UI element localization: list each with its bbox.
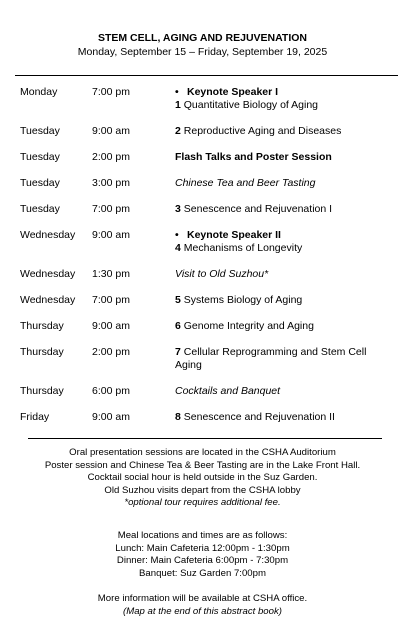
session-day: Thursday bbox=[20, 385, 64, 397]
more-info bbox=[0, 593, 405, 618]
session-number: 2 bbox=[175, 125, 181, 137]
session-day: Wednesday bbox=[20, 294, 76, 306]
bottom-divider bbox=[28, 438, 382, 439]
session-time: 7:00 pm bbox=[92, 203, 130, 215]
session-day: Tuesday bbox=[20, 177, 60, 189]
session-title-line bbox=[175, 177, 390, 190]
session-title-line bbox=[175, 242, 390, 255]
session-number: 5 bbox=[175, 294, 181, 306]
session-title: Reproductive Aging and Diseases bbox=[183, 125, 342, 137]
top-divider bbox=[15, 75, 398, 76]
session-day: Friday bbox=[20, 411, 50, 423]
session-day: Thursday bbox=[20, 346, 64, 358]
session-title: Cocktails and Banquet bbox=[175, 385, 281, 397]
bullet-icon: • bbox=[175, 86, 179, 98]
session-details bbox=[175, 346, 390, 372]
keynote-line bbox=[175, 86, 390, 99]
session-time: 6:00 pm bbox=[92, 385, 130, 397]
session-day: Thursday bbox=[20, 320, 64, 332]
session-title-line bbox=[175, 346, 390, 372]
keynote-line bbox=[175, 229, 390, 242]
meal-dinner: Dinner: Main Cafeteria 6:00pm - 7:30pm bbox=[116, 555, 289, 566]
session-details bbox=[175, 203, 390, 216]
session-details bbox=[175, 294, 390, 307]
session-time: 1:30 pm bbox=[92, 268, 130, 280]
session-details bbox=[175, 268, 390, 281]
keynote-label: Keynote Speaker I bbox=[187, 86, 279, 98]
note-oral-sessions: Oral presentation sessions are located in the CSHA Auditorium bbox=[69, 447, 336, 458]
session-time: 3:00 pm bbox=[92, 177, 130, 189]
bullet-icon: • bbox=[175, 229, 179, 241]
session-title: Systems Biology of Aging bbox=[183, 294, 303, 306]
session-time: 2:00 pm bbox=[92, 346, 130, 358]
keynote-label: Keynote Speaker II bbox=[187, 229, 281, 241]
session-title: Visit to Old Suzhou* bbox=[175, 268, 269, 280]
session-title-line bbox=[175, 151, 390, 164]
venue-notes bbox=[0, 447, 405, 510]
session-day: Tuesday bbox=[20, 151, 60, 163]
session-title-line bbox=[175, 268, 390, 281]
page-title: STEM CELL, AGING AND REJUVENATION bbox=[97, 32, 308, 44]
session-day: Wednesday bbox=[20, 229, 76, 241]
session-number: 6 bbox=[175, 320, 181, 332]
session-details bbox=[175, 125, 390, 138]
session-title: Flash Talks and Poster Session bbox=[175, 151, 332, 163]
session-title: Chinese Tea and Beer Tasting bbox=[175, 177, 316, 189]
session-time: 2:00 pm bbox=[92, 151, 130, 163]
session-title: Quantitative Biology of Aging bbox=[183, 99, 319, 111]
session-time: 7:00 pm bbox=[92, 294, 130, 306]
session-number: 1 bbox=[175, 99, 181, 111]
session-details bbox=[175, 411, 390, 424]
session-title-line bbox=[175, 99, 390, 112]
session-time: 7:00 pm bbox=[92, 86, 130, 98]
note-suzhou-departure: Old Suzhou visits depart from the CSHA lobby bbox=[104, 484, 301, 496]
note-cocktail: Cocktail social hour is held outside in the Suz Garden. bbox=[87, 472, 318, 483]
session-details bbox=[175, 320, 390, 333]
session-details bbox=[175, 229, 390, 255]
session-time: 9:00 am bbox=[92, 125, 130, 137]
note-optional-fee: *optional tour requires additional fee. bbox=[124, 497, 281, 508]
session-title-line bbox=[175, 294, 390, 307]
meal-info bbox=[0, 530, 405, 580]
session-title: Senescence and Rejuvenation I bbox=[183, 203, 333, 215]
meal-heading: Meal locations and times are as follows: bbox=[117, 530, 288, 541]
session-title: Genome Integrity and Aging bbox=[183, 320, 314, 332]
session-day: Monday bbox=[20, 86, 58, 98]
meal-lunch: Lunch: Main Cafeteria 12:00pm - 1:30pm bbox=[115, 542, 290, 554]
session-day: Tuesday bbox=[20, 125, 60, 137]
session-title-line bbox=[175, 411, 390, 424]
event-dates: Monday, September 15 – Friday, September 19, 2025 bbox=[77, 46, 328, 58]
session-details bbox=[175, 177, 390, 190]
session-time: 9:00 am bbox=[92, 320, 130, 332]
session-title: Cellular Reprogramming and Stem Cell Aging bbox=[175, 346, 367, 371]
session-title: Senescence and Rejuvenation II bbox=[183, 411, 335, 423]
session-time: 9:00 am bbox=[92, 411, 130, 423]
session-details bbox=[175, 385, 390, 398]
session-details bbox=[175, 86, 390, 112]
page-header bbox=[0, 31, 405, 59]
info-office: More information will be available at CSHA office. bbox=[97, 593, 308, 604]
session-number: 3 bbox=[175, 203, 181, 215]
session-details bbox=[175, 151, 390, 164]
session-day: Wednesday bbox=[20, 268, 76, 280]
session-time: 9:00 am bbox=[92, 229, 130, 241]
session-title-line bbox=[175, 385, 390, 398]
session-title: Mechanisms of Longevity bbox=[183, 242, 303, 254]
info-map: (Map at the end of this abstract book) bbox=[123, 605, 282, 617]
session-number: 7 bbox=[175, 346, 181, 358]
session-number: 4 bbox=[175, 242, 181, 254]
session-number: 8 bbox=[175, 411, 181, 423]
session-day: Tuesday bbox=[20, 203, 60, 215]
session-title-line bbox=[175, 125, 390, 138]
meal-banquet: Banquet: Suz Garden 7:00pm bbox=[139, 567, 266, 579]
session-title-line bbox=[175, 203, 390, 216]
note-poster-session: Poster session and Chinese Tea & Beer Tasting are in the Lake Front Hall. bbox=[44, 459, 361, 471]
session-title-line bbox=[175, 320, 390, 333]
